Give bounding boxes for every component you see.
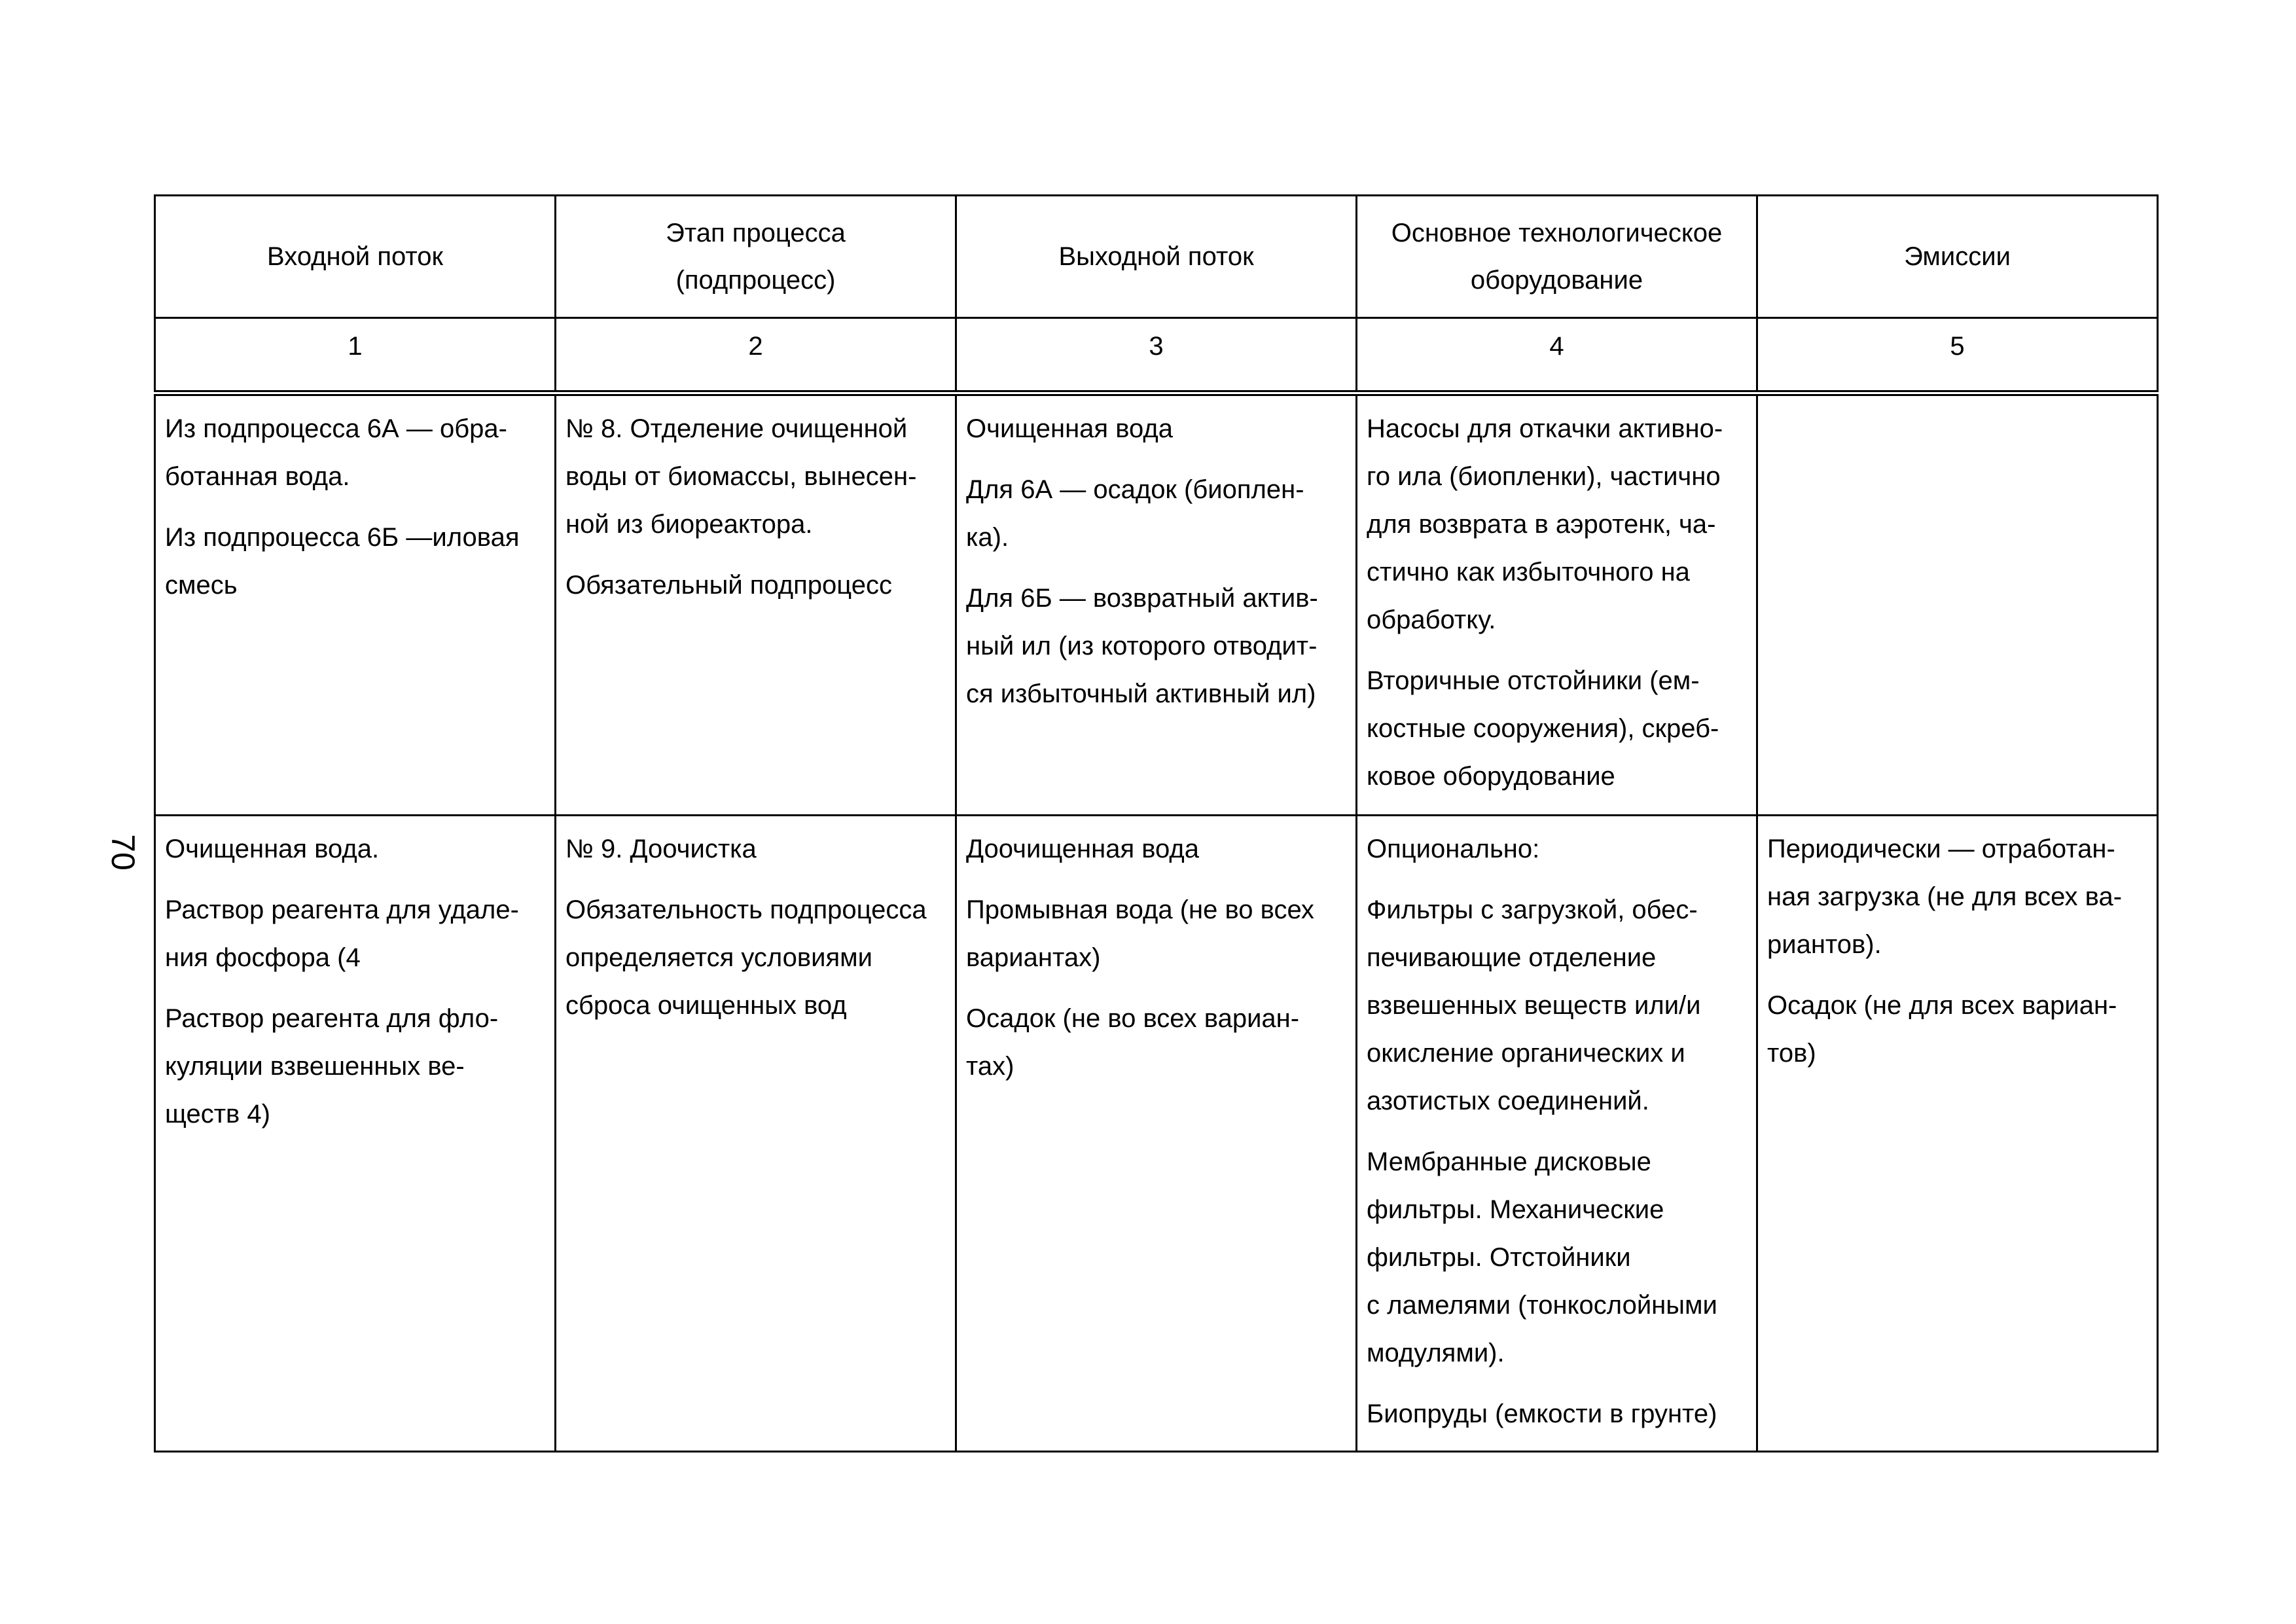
table-row bbox=[155, 393, 2158, 816]
cell-paragraph: № 9. Доочистка bbox=[565, 835, 757, 863]
header-output-flow: Выходной поток bbox=[1058, 242, 1254, 271]
column-number: 4 bbox=[1357, 318, 1757, 393]
cell-paragraph: Вторичные отстойники (ем- костные сооружения), скреб- ковое оборудование bbox=[1367, 666, 1719, 791]
column-number: 5 bbox=[1757, 318, 2158, 393]
equipment-cell bbox=[1357, 816, 1757, 1452]
cell-paragraph: Периодически — отработан- ная загрузка (не для всех ва- риантов). bbox=[1767, 835, 2123, 959]
emissions-cell bbox=[1757, 816, 2158, 1452]
process-table bbox=[154, 194, 2159, 1453]
cell-paragraph: Из подпроцесса 6А — обра- ботанная вода. bbox=[165, 414, 507, 491]
header-cell bbox=[155, 196, 556, 318]
cell-paragraph: Осадок (не для всех вариан- тов) bbox=[1767, 991, 2117, 1068]
cell-paragraph: Биопруды (емкости в грунте) bbox=[1367, 1399, 1717, 1428]
cell-paragraph: Раствор реагента для удале- ния фосфора (4 bbox=[165, 895, 519, 972]
header-process-stage: Этап процесса (подпроцесс) bbox=[666, 219, 846, 295]
cell-paragraph: Обязательность подпроцесса определяется условиями сброса очищенных вод bbox=[565, 895, 927, 1020]
cell-paragraph: Фильтры с загрузкой, обес- печивающие отделение взвешенных веществ или/и окисление органических и азотистых соединений. bbox=[1367, 895, 1701, 1115]
column-number: 1 bbox=[155, 318, 556, 393]
header-cell bbox=[556, 196, 956, 318]
header-row bbox=[155, 196, 2158, 318]
cell-paragraph: Опционально: bbox=[1367, 835, 1540, 863]
cell-paragraph: № 8. Отделение очищенной воды от биомассы, вынесен- ной из биореактора. bbox=[565, 414, 917, 539]
cell-paragraph: Для 6А — осадок (биоплен- ка). bbox=[966, 475, 1304, 552]
column-number: 3 bbox=[956, 318, 1357, 393]
cell-paragraph: Насосы для откачки активно- го ила (биопленки), частично для возврата в аэротенк, ча- стично как избыточного на обработку. bbox=[1367, 414, 1723, 634]
process-stage-cell bbox=[556, 393, 956, 816]
cell-paragraph: Очищенная вода bbox=[966, 414, 1173, 443]
equipment-cell bbox=[1357, 393, 1757, 816]
cell-paragraph: Мембранные дисковые фильтры. Механические фильтры. Отстойники с ламелями (тонкослойными модулями). bbox=[1367, 1147, 1717, 1367]
header-input-flow: Входной поток bbox=[267, 242, 443, 271]
emissions-cell bbox=[1757, 393, 2158, 816]
header-cell bbox=[956, 196, 1357, 318]
output-flow-cell bbox=[956, 393, 1357, 816]
cell-paragraph: Доочищенная вода bbox=[966, 835, 1199, 863]
page-number: 70 bbox=[105, 834, 141, 871]
cell-paragraph: Обязательный подпроцесс bbox=[565, 571, 893, 600]
process-stage-cell bbox=[556, 816, 956, 1452]
cell-paragraph: Раствор реагента для фло- куляции взвешенных ве- ществ 4) bbox=[165, 1004, 499, 1128]
table-row bbox=[155, 816, 2158, 1452]
cell-paragraph: Из подпроцесса 6Б —иловая смесь bbox=[165, 523, 520, 600]
column-number: 2 bbox=[556, 318, 956, 393]
header-cell bbox=[1757, 196, 2158, 318]
header-emissions: Эмиссии bbox=[1904, 242, 2011, 271]
header-cell bbox=[1357, 196, 1757, 318]
cell-paragraph: Очищенная вода. bbox=[165, 835, 380, 863]
input-flow-cell bbox=[155, 393, 556, 816]
cell-paragraph: Для 6Б — возвратный актив- ный ил (из которого отводит- ся избыточный активный ил) bbox=[966, 584, 1318, 708]
header-equipment: Основное технологическое оборудование bbox=[1391, 219, 1723, 295]
column-number-row bbox=[155, 318, 2158, 393]
cell-paragraph: Осадок (не во всех вариан- тах) bbox=[966, 1004, 1300, 1081]
cell-paragraph: Промывная вода (не во всех вариантах) bbox=[966, 895, 1314, 972]
input-flow-cell bbox=[155, 816, 556, 1452]
output-flow-cell bbox=[956, 816, 1357, 1452]
